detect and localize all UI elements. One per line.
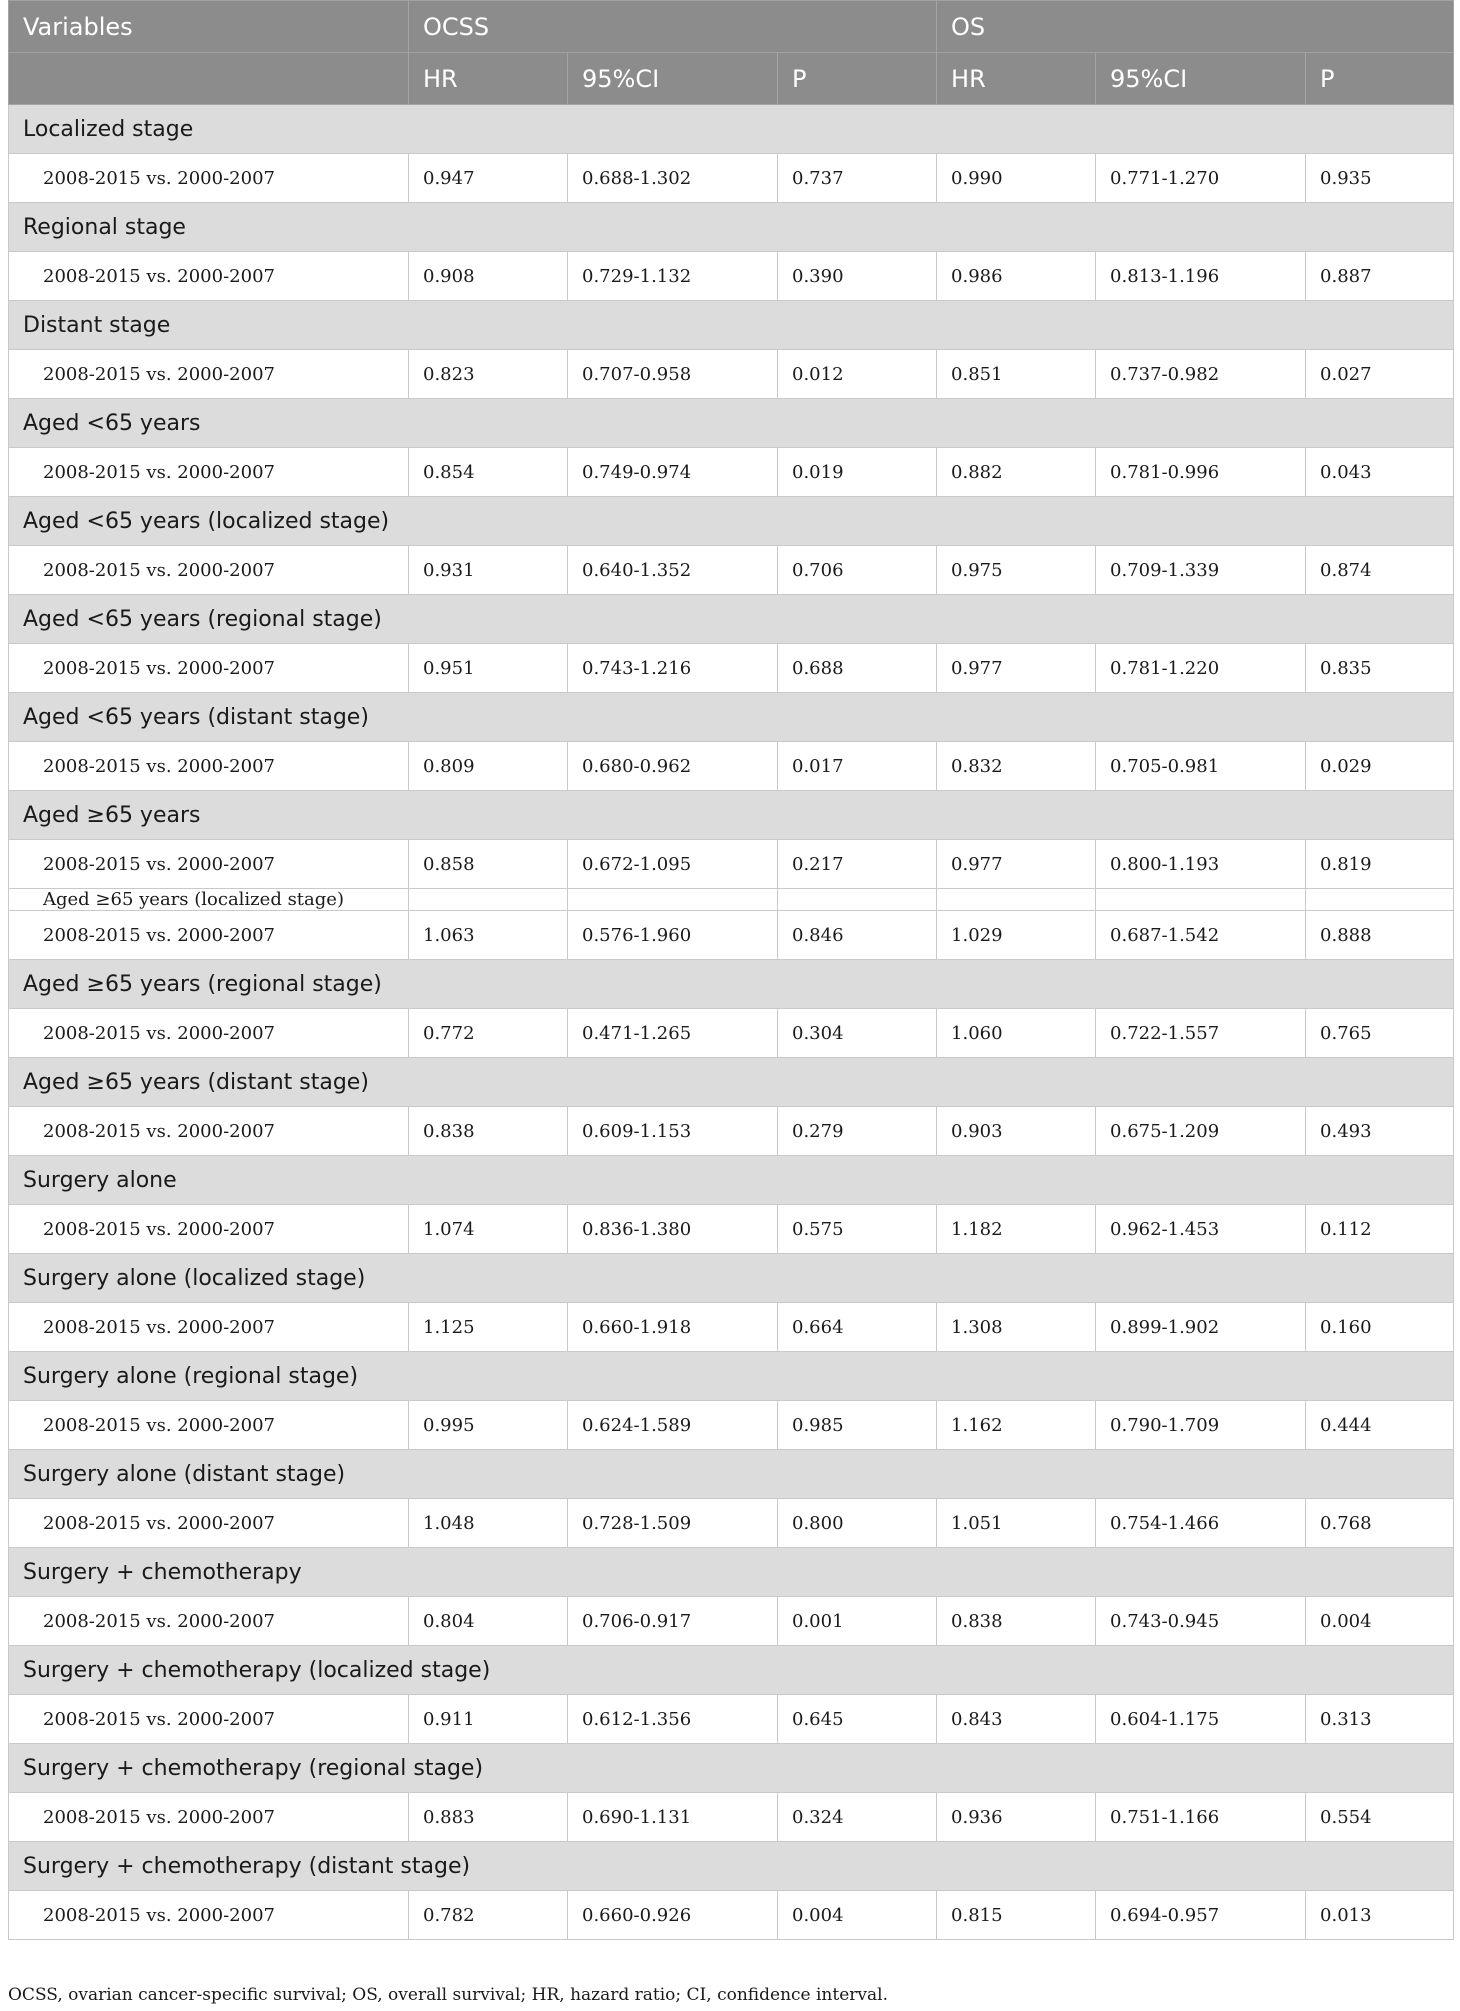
cell-os-p: 0.313 (1306, 1695, 1454, 1744)
comparison-label: 2008-2015 vs. 2000-2007 (9, 546, 409, 595)
section-label: Aged <65 years (regional stage) (9, 595, 1454, 644)
cell-ocss-p: 0.304 (778, 1009, 937, 1058)
cell-ocss-ci: 0.660-1.918 (568, 1303, 778, 1352)
comparison-label: 2008-2015 vs. 2000-2007 (9, 1401, 409, 1450)
section-label: Localized stage (9, 105, 1454, 154)
cell-ocss-hr: 1.048 (409, 1499, 568, 1548)
section-label: Surgery + chemotherapy (localized stage) (9, 1646, 1454, 1695)
cell-ocss-ci: 0.728-1.509 (568, 1499, 778, 1548)
cell-os-p: 0.888 (1306, 911, 1454, 960)
cell-ocss-hr: 0.823 (409, 350, 568, 399)
cell-ocss-hr: 1.125 (409, 1303, 568, 1352)
table-row (9, 1793, 1454, 1842)
cell-ocss-ci: 0.690-1.131 (568, 1793, 778, 1842)
section-row (9, 1548, 1454, 1597)
section-row (9, 693, 1454, 742)
section-label: Surgery + chemotherapy (9, 1548, 1454, 1597)
cell-ocss-ci: 0.612-1.356 (568, 1695, 778, 1744)
cell-os-p: 0.160 (1306, 1303, 1454, 1352)
cell-ocss-hr: 0.804 (409, 1597, 568, 1646)
comparison-label: 2008-2015 vs. 2000-2007 (9, 1205, 409, 1254)
empty-cell (778, 889, 937, 911)
table-row (9, 840, 1454, 889)
cell-os-p: 0.835 (1306, 644, 1454, 693)
section-row (9, 595, 1454, 644)
cell-ocss-ci: 0.688-1.302 (568, 154, 778, 203)
cell-os-ci: 0.800-1.193 (1096, 840, 1306, 889)
cell-os-p: 0.887 (1306, 252, 1454, 301)
comparison-label: 2008-2015 vs. 2000-2007 (9, 448, 409, 497)
cell-ocss-p: 0.645 (778, 1695, 937, 1744)
section-row (9, 1352, 1454, 1401)
header-ocss-group: OCSS (409, 1, 937, 53)
table-row (9, 1695, 1454, 1744)
table-row (9, 644, 1454, 693)
cell-ocss-ci: 0.660-0.926 (568, 1891, 778, 1940)
section-label: Surgery alone (distant stage) (9, 1450, 1454, 1499)
comparison-label: 2008-2015 vs. 2000-2007 (9, 742, 409, 791)
comparison-label: 2008-2015 vs. 2000-2007 (9, 1499, 409, 1548)
table-row (9, 1499, 1454, 1548)
section-label: Aged ≥65 years (localized stage) (9, 889, 409, 911)
cell-os-p: 0.935 (1306, 154, 1454, 203)
cell-os-hr: 1.182 (937, 1205, 1096, 1254)
cell-os-p: 0.444 (1306, 1401, 1454, 1450)
cell-ocss-p: 0.706 (778, 546, 937, 595)
cell-os-hr: 0.851 (937, 350, 1096, 399)
table-row (9, 742, 1454, 791)
cell-os-p: 0.013 (1306, 1891, 1454, 1940)
section-label: Surgery alone (localized stage) (9, 1254, 1454, 1303)
cell-os-ci: 0.709-1.339 (1096, 546, 1306, 595)
cell-ocss-ci: 0.729-1.132 (568, 252, 778, 301)
section-label: Aged <65 years (localized stage) (9, 497, 1454, 546)
table-row (9, 1891, 1454, 1940)
cell-ocss-p: 0.575 (778, 1205, 937, 1254)
cell-ocss-ci: 0.706-0.917 (568, 1597, 778, 1646)
comparison-label: 2008-2015 vs. 2000-2007 (9, 840, 409, 889)
cell-os-ci: 0.737-0.982 (1096, 350, 1306, 399)
cell-os-ci: 0.813-1.196 (1096, 252, 1306, 301)
section-label: Surgery alone (9, 1156, 1454, 1205)
section-label: Aged ≥65 years (regional stage) (9, 960, 1454, 1009)
section-row (9, 960, 1454, 1009)
cell-os-hr: 0.986 (937, 252, 1096, 301)
empty-cell (409, 889, 568, 911)
comparison-label: 2008-2015 vs. 2000-2007 (9, 1695, 409, 1744)
cell-ocss-hr: 0.809 (409, 742, 568, 791)
cell-ocss-ci: 0.680-0.962 (568, 742, 778, 791)
section-row (9, 1156, 1454, 1205)
cell-os-p: 0.493 (1306, 1107, 1454, 1156)
cell-ocss-ci: 0.609-1.153 (568, 1107, 778, 1156)
cell-ocss-ci: 0.576-1.960 (568, 911, 778, 960)
cell-os-ci: 0.694-0.957 (1096, 1891, 1306, 1940)
cell-ocss-hr: 0.838 (409, 1107, 568, 1156)
cell-os-ci: 0.781-1.220 (1096, 644, 1306, 693)
section-label: Surgery + chemotherapy (regional stage) (9, 1744, 1454, 1793)
cell-ocss-hr: 0.995 (409, 1401, 568, 1450)
cell-os-hr: 0.832 (937, 742, 1096, 791)
table-header (9, 1, 1454, 105)
cell-os-ci: 0.962-1.453 (1096, 1205, 1306, 1254)
section-row (9, 1450, 1454, 1499)
cell-os-hr: 1.051 (937, 1499, 1096, 1548)
table-row (9, 154, 1454, 203)
table-row (9, 1205, 1454, 1254)
section-row (9, 791, 1454, 840)
comparison-label: 2008-2015 vs. 2000-2007 (9, 154, 409, 203)
cell-ocss-hr: 0.772 (409, 1009, 568, 1058)
cell-ocss-p: 0.688 (778, 644, 937, 693)
cell-ocss-hr: 0.947 (409, 154, 568, 203)
table-body (9, 105, 1454, 1940)
comparison-label: 2008-2015 vs. 2000-2007 (9, 644, 409, 693)
cell-os-p: 0.043 (1306, 448, 1454, 497)
header-ocss-hr: HR (409, 53, 568, 105)
cell-os-hr: 0.838 (937, 1597, 1096, 1646)
comparison-label: 2008-2015 vs. 2000-2007 (9, 252, 409, 301)
cell-ocss-hr: 0.782 (409, 1891, 568, 1940)
cell-ocss-ci: 0.836-1.380 (568, 1205, 778, 1254)
cell-os-ci: 0.705-0.981 (1096, 742, 1306, 791)
cell-ocss-hr: 1.063 (409, 911, 568, 960)
cell-os-hr: 0.882 (937, 448, 1096, 497)
cell-ocss-p: 0.390 (778, 252, 937, 301)
header-os-ci: 95%CI (1096, 53, 1306, 105)
section-row (9, 1842, 1454, 1891)
header-ocss-p: P (778, 53, 937, 105)
comparison-label: 2008-2015 vs. 2000-2007 (9, 1597, 409, 1646)
table-row (9, 1009, 1454, 1058)
table-row (9, 911, 1454, 960)
cell-ocss-p: 0.279 (778, 1107, 937, 1156)
header-variables: Variables (9, 1, 409, 53)
header-row-metrics (9, 53, 1454, 105)
cell-os-hr: 1.029 (937, 911, 1096, 960)
cell-os-p: 0.768 (1306, 1499, 1454, 1548)
cell-ocss-ci: 0.624-1.589 (568, 1401, 778, 1450)
cell-ocss-hr: 0.911 (409, 1695, 568, 1744)
section-label: Surgery + chemotherapy (distant stage) (9, 1842, 1454, 1891)
comparison-label: 2008-2015 vs. 2000-2007 (9, 350, 409, 399)
section-row (9, 399, 1454, 448)
comparison-label: 2008-2015 vs. 2000-2007 (9, 1107, 409, 1156)
section-label: Aged <65 years (distant stage) (9, 693, 1454, 742)
section-row (9, 1254, 1454, 1303)
cell-os-p: 0.765 (1306, 1009, 1454, 1058)
table-row (9, 1107, 1454, 1156)
cell-os-p: 0.004 (1306, 1597, 1454, 1646)
cell-ocss-p: 0.800 (778, 1499, 937, 1548)
header-ocss-ci: 95%CI (568, 53, 778, 105)
cell-os-ci: 0.790-1.709 (1096, 1401, 1306, 1450)
table-row (9, 1401, 1454, 1450)
header-empty-cell (9, 53, 409, 105)
cell-os-ci: 0.754-1.466 (1096, 1499, 1306, 1548)
section-label: Distant stage (9, 301, 1454, 350)
cell-os-ci: 0.722-1.557 (1096, 1009, 1306, 1058)
cell-os-hr: 1.308 (937, 1303, 1096, 1352)
cell-os-hr: 0.936 (937, 1793, 1096, 1842)
header-os-group: OS (937, 1, 1454, 53)
section-row (9, 889, 1454, 911)
cell-ocss-ci: 0.672-1.095 (568, 840, 778, 889)
hazard-ratio-table (8, 0, 1454, 1940)
cell-os-p: 0.027 (1306, 350, 1454, 399)
empty-cell (1096, 889, 1306, 911)
section-row (9, 1058, 1454, 1107)
results-table-container (8, 0, 1453, 1940)
cell-ocss-p: 0.324 (778, 1793, 937, 1842)
cell-ocss-p: 0.001 (778, 1597, 937, 1646)
section-label: Surgery alone (regional stage) (9, 1352, 1454, 1401)
cell-os-hr: 1.060 (937, 1009, 1096, 1058)
section-row (9, 105, 1454, 154)
empty-cell (937, 889, 1096, 911)
cell-ocss-p: 0.217 (778, 840, 937, 889)
section-row (9, 1646, 1454, 1695)
section-row (9, 497, 1454, 546)
comparison-label: 2008-2015 vs. 2000-2007 (9, 1009, 409, 1058)
table-row (9, 1597, 1454, 1646)
cell-os-p: 0.029 (1306, 742, 1454, 791)
cell-os-ci: 0.771-1.270 (1096, 154, 1306, 203)
cell-os-hr: 0.990 (937, 154, 1096, 203)
cell-os-p: 0.819 (1306, 840, 1454, 889)
cell-os-ci: 0.743-0.945 (1096, 1597, 1306, 1646)
cell-ocss-p: 0.019 (778, 448, 937, 497)
comparison-label: 2008-2015 vs. 2000-2007 (9, 911, 409, 960)
cell-ocss-hr: 0.858 (409, 840, 568, 889)
section-row (9, 301, 1454, 350)
cell-os-p: 0.112 (1306, 1205, 1454, 1254)
table-row (9, 448, 1454, 497)
section-label: Aged ≥65 years (9, 791, 1454, 840)
cell-ocss-p: 0.012 (778, 350, 937, 399)
table-row (9, 546, 1454, 595)
cell-ocss-p: 0.737 (778, 154, 937, 203)
section-label: Regional stage (9, 203, 1454, 252)
empty-cell (1306, 889, 1454, 911)
empty-cell (568, 889, 778, 911)
comparison-label: 2008-2015 vs. 2000-2007 (9, 1303, 409, 1352)
cell-ocss-hr: 1.074 (409, 1205, 568, 1254)
comparison-label: 2008-2015 vs. 2000-2007 (9, 1891, 409, 1940)
cell-os-ci: 0.675-1.209 (1096, 1107, 1306, 1156)
cell-os-hr: 0.843 (937, 1695, 1096, 1744)
cell-os-ci: 0.781-0.996 (1096, 448, 1306, 497)
cell-ocss-p: 0.017 (778, 742, 937, 791)
cell-os-hr: 0.975 (937, 546, 1096, 595)
section-row (9, 1744, 1454, 1793)
cell-os-ci: 0.899-1.902 (1096, 1303, 1306, 1352)
cell-ocss-hr: 0.854 (409, 448, 568, 497)
cell-ocss-ci: 0.471-1.265 (568, 1009, 778, 1058)
cell-ocss-ci: 0.707-0.958 (568, 350, 778, 399)
cell-ocss-hr: 0.931 (409, 546, 568, 595)
cell-ocss-p: 0.846 (778, 911, 937, 960)
cell-os-hr: 0.903 (937, 1107, 1096, 1156)
section-label: Aged <65 years (9, 399, 1454, 448)
table-row (9, 252, 1454, 301)
comparison-label: 2008-2015 vs. 2000-2007 (9, 1793, 409, 1842)
cell-os-hr: 0.977 (937, 840, 1096, 889)
cell-ocss-hr: 0.883 (409, 1793, 568, 1842)
cell-ocss-ci: 0.640-1.352 (568, 546, 778, 595)
cell-ocss-ci: 0.749-0.974 (568, 448, 778, 497)
table-row (9, 1303, 1454, 1352)
cell-ocss-p: 0.004 (778, 1891, 937, 1940)
cell-os-hr: 0.977 (937, 644, 1096, 693)
section-label: Aged ≥65 years (distant stage) (9, 1058, 1454, 1107)
header-row-groups (9, 1, 1454, 53)
cell-ocss-p: 0.985 (778, 1401, 937, 1450)
cell-os-ci: 0.751-1.166 (1096, 1793, 1306, 1842)
cell-os-p: 0.554 (1306, 1793, 1454, 1842)
cell-ocss-ci: 0.743-1.216 (568, 644, 778, 693)
table-footnote: OCSS, ovarian cancer-specific survival; OS, overall survival; HR, hazard ratio; CI, confidence interval. (8, 1985, 888, 2005)
table-row (9, 350, 1454, 399)
cell-ocss-hr: 0.908 (409, 252, 568, 301)
cell-ocss-p: 0.664 (778, 1303, 937, 1352)
cell-os-p: 0.874 (1306, 546, 1454, 595)
cell-ocss-hr: 0.951 (409, 644, 568, 693)
cell-os-hr: 0.815 (937, 1891, 1096, 1940)
cell-os-ci: 0.687-1.542 (1096, 911, 1306, 960)
cell-os-ci: 0.604-1.175 (1096, 1695, 1306, 1744)
section-row (9, 203, 1454, 252)
header-os-hr: HR (937, 53, 1096, 105)
cell-os-hr: 1.162 (937, 1401, 1096, 1450)
header-os-p: P (1306, 53, 1454, 105)
